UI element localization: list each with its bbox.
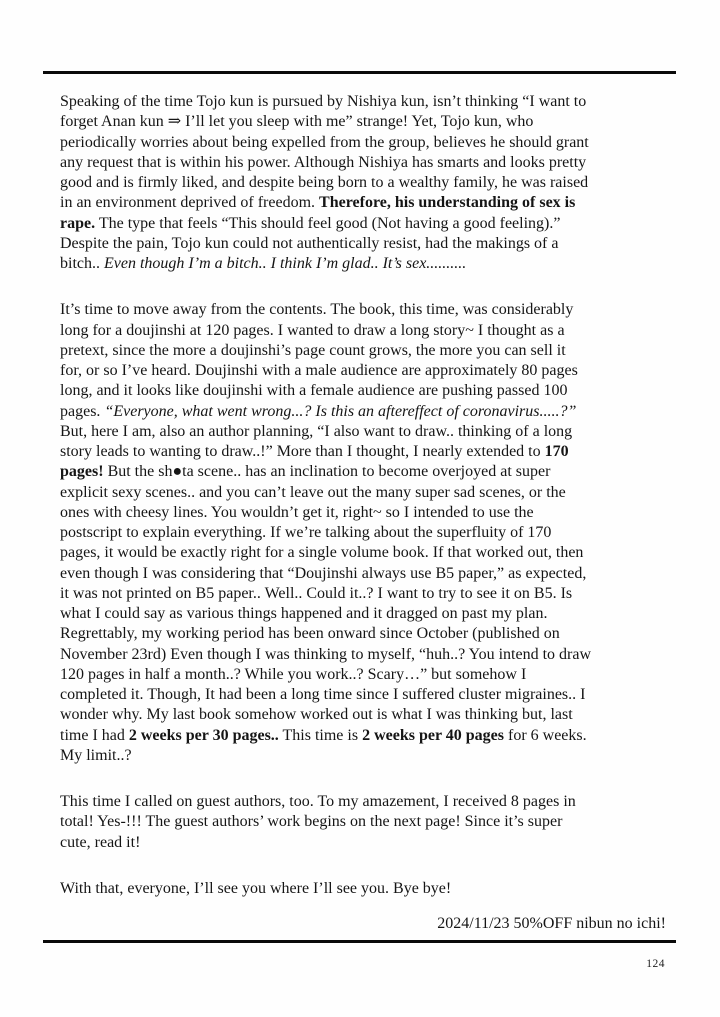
paragraph (60, 92, 666, 274)
text-run: Regrettably, my working period has been onward since October (published on (60, 625, 560, 643)
text-run: ones with cheesy lines. You wouldn’t get it, right~ so I intended to use the (60, 503, 534, 521)
paragraph (60, 792, 666, 853)
bold-text-run: rape. (60, 214, 96, 232)
text-line (60, 726, 666, 746)
text-run: pretext, since the more a doujinshi’s page count grows, the more you can sell it (60, 341, 566, 359)
text-run: forget Anan kun ⇒ I’ll let you sleep with me” strange! Yet, Tojo kun, who (60, 113, 534, 131)
bold-text-run: 2 weeks per 40 pages (362, 726, 504, 744)
text-run: 120 pages in half a month..? While you work..? Scary…” but somehow I (60, 665, 527, 683)
text-line (60, 523, 666, 543)
text-run: bitch.. (60, 255, 104, 272)
bold-text-run: 2 weeks per 30 pages.. (128, 726, 279, 744)
text-line (60, 792, 666, 812)
text-line (60, 133, 666, 153)
text-line (60, 665, 666, 685)
text-run: November 23rd) Even though I was thinking to myself, “huh..? You intend to draw (60, 645, 592, 663)
paragraph (60, 879, 666, 899)
italic-text-run: Even though I’m a bitch.. I think I’m glad.. It’s sex.......... (104, 255, 467, 272)
bold-text-run: pages! (60, 463, 104, 481)
text-run: pages, it would be exactly right for a single volume book. If that worked out, then (60, 544, 584, 562)
bottom-divider (43, 940, 676, 943)
text-line (60, 685, 666, 705)
text-run: for, or so I’ve heard. Doujinshi with a male audience are approximately 80 pages (60, 362, 578, 379)
text-run: Despite the pain, Tojo kun could not authentically resist, had the makings of a (60, 234, 559, 252)
page-number: 124 (646, 958, 665, 970)
text-run: long, and it looks like doujinshi with a female audience are pushing passed 100 (60, 382, 568, 400)
text-run: for 6 weeks. (503, 726, 587, 744)
text-line (60, 341, 666, 361)
text-run: It’s time to move away from the contents. The book, this time, was considerably (60, 301, 574, 319)
text-line (60, 705, 666, 725)
text-line (60, 462, 666, 482)
text-run: time I had (60, 726, 129, 744)
text-run: any request that is within his power. Although Nishiya has smarts and looks pretty (60, 153, 587, 171)
document-body (60, 92, 666, 934)
text-run: But the sh●ta scene.. has an inclination to become overjoyed at super (103, 463, 551, 481)
top-divider (43, 71, 676, 74)
text-run: completed it. Though, It had been a long time since I suffered cluster migraines.. I (60, 686, 586, 703)
text-run: good and is firmly liked, and despite being born to a wealthy family, he was raised (60, 174, 589, 191)
text-run: This time is (278, 726, 363, 744)
text-run: what I could say as various things happened and it dragged on past my plan. (60, 605, 548, 622)
text-run: story leads to wanting to draw..!” More than I thought, I nearly extended to (60, 443, 545, 460)
text-line (60, 422, 666, 442)
text-run: total! Yes-!!! The guest authors’ work begins on the next page! Since it’s super (60, 813, 563, 831)
text-run: But, here I am, also an author planning, “I also want to draw.. thinking of a long (60, 422, 573, 440)
text-line (60, 92, 666, 112)
date-signature: 2024/11/23 50%OFF nibun no ichi! (437, 915, 666, 932)
text-line (60, 442, 666, 462)
text-line (60, 173, 666, 193)
text-line (60, 624, 666, 644)
bold-text-run: 170 (544, 443, 569, 460)
text-line (60, 604, 666, 624)
text-run: in an environment deprived of freedom. (60, 194, 320, 212)
text-line (60, 193, 666, 213)
text-run: cute, read it! (60, 833, 141, 851)
text-line (60, 746, 666, 766)
text-run: long for a doujinshi at 120 pages. I wanted to draw a long story~ I thought as a (60, 321, 565, 339)
text-line (60, 879, 666, 899)
text-line (60, 564, 666, 584)
text-line (60, 812, 666, 832)
text-line (60, 361, 666, 381)
text-line (60, 321, 666, 341)
bold-text-run: Therefore, his understanding of sex is (319, 194, 576, 212)
text-line (60, 381, 666, 401)
text-line (60, 483, 666, 503)
paragraph (60, 300, 666, 766)
text-run: explicit sexy scenes.. and you can’t leave out the many super sad scenes, or the (60, 483, 566, 501)
text-line (60, 645, 666, 665)
text-run: The type that feels “This should feel good (Not having a good feeling).” (95, 214, 561, 232)
text-line (60, 402, 666, 422)
italic-text-run: “Everyone, what went wrong...? Is this an aftereffect of coronavirus.....?” (104, 402, 577, 420)
text-run: Speaking of the time Tojo kun is pursued by Nishiya kun, isn’t thinking “I want to (60, 93, 587, 110)
text-run: periodically worries about being expelled from the group, believes he should grant (60, 133, 589, 151)
text-line (60, 153, 666, 173)
text-line (60, 833, 666, 853)
text-line (60, 300, 666, 320)
text-line (60, 503, 666, 523)
text-run: it was not printed on B5 paper.. Well.. Could it..? I want to try to see it on B5. Is (60, 584, 573, 602)
text-run: postscript to explain everything. If we’re talking about the superfluity of 170 (60, 524, 552, 541)
text-line (60, 214, 666, 234)
text-run: My limit..? (60, 746, 132, 764)
text-line (60, 112, 666, 132)
text-run: even though I was considering that “Doujinshi always use B5 paper,” as expected, (60, 564, 587, 582)
text-run: wonder why. My last book somehow worked out is what I was thinking but, last (60, 706, 573, 724)
text-line (60, 234, 666, 254)
text-run: This time I called on guest authors, too. To my amazement, I received 8 pages in (60, 793, 576, 810)
text-run: pages. (60, 402, 105, 420)
text-line (60, 543, 666, 563)
text-line (60, 254, 666, 274)
text-run: With that, everyone, I’ll see you where I’ll see you. Bye bye! (60, 879, 452, 897)
text-line (60, 584, 666, 604)
